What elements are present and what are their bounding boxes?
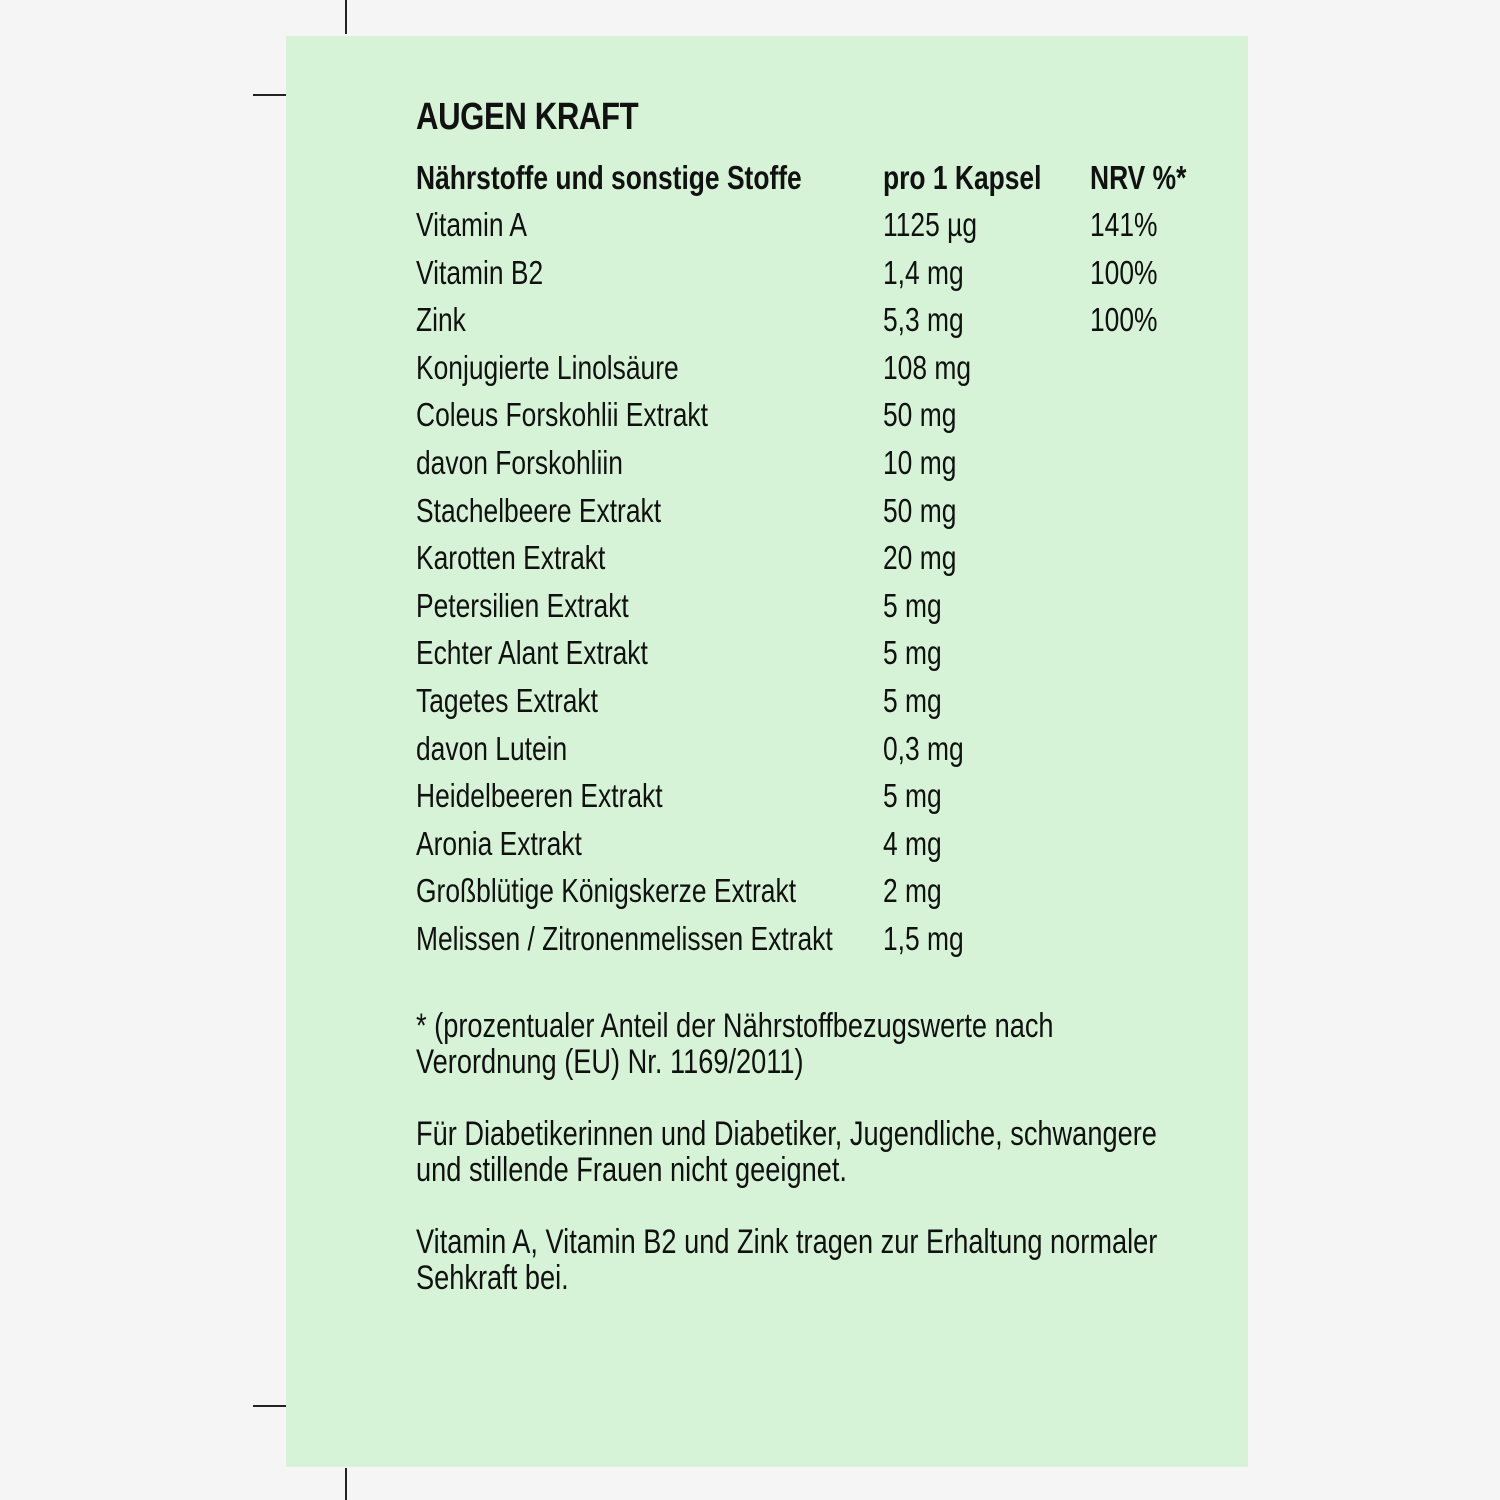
table-row [416,777,1216,825]
header-nrv: NRV %* [1090,159,1187,196]
cell-nutrient: Petersilien Extrakt [416,586,629,624]
cell-nutrient: Echter Alant Extrakt [416,634,648,672]
cell-nrv [1090,396,1216,444]
cell-nrv [1090,444,1216,492]
table-row [416,920,1216,968]
cell-nrv [1090,634,1216,682]
cell-nutrient: Vitamin B2 [416,253,544,291]
table-row [416,396,1216,444]
table-row [416,587,1216,635]
cell-nutrient: Zink [416,301,466,339]
cell-amount: 20 mg [883,539,957,577]
header-per-capsule: pro 1 Kapsel [883,159,1042,196]
cell-amount: 5 mg [883,586,942,624]
cell-amount: 108 mg [883,348,972,386]
cell-nrv [1090,682,1216,730]
cell-nrv: 100% [1090,253,1158,291]
cell-nutrient: davon Forskohliin [416,443,623,481]
cell-amount: 0,3 mg [883,729,964,767]
cell-nutrient: Aronia Extrakt [416,824,582,862]
cell-amount: 1125 µg [883,206,977,243]
table-row [416,539,1216,587]
cell-nutrient: Heidelbeeren Extrakt [416,777,663,815]
cell-nrv [1090,920,1216,968]
cell-amount: 5 mg [883,777,942,815]
nutrition-table [416,159,1216,968]
table-row [416,254,1216,302]
cell-amount: 1,4 mg [883,253,964,291]
cell-amount: 2 mg [883,872,942,910]
cell-nrv [1090,492,1216,540]
crop-mark-left-top [253,94,286,96]
cell-amount: 50 mg [883,491,957,529]
cell-amount: 1,5 mg [883,919,964,957]
cell-nrv: 100% [1090,301,1158,339]
table-row [416,825,1216,873]
notes [416,1008,1216,1296]
cell-nutrient: davon Lutein [416,729,568,767]
cell-nrv [1090,777,1216,825]
table-row [416,730,1216,778]
cell-nutrient: Vitamin A [416,206,528,243]
table-row [416,872,1216,920]
table-row [416,492,1216,540]
warning-text: Für Diabetikerinnen und Diabetiker, Jugendliche, schwangere und stillende Frauen nicht geeignet. [416,1114,1157,1189]
header-nutrient: Nährstoffe und sonstige Stoffe [416,159,802,196]
cell-amount: 4 mg [883,824,942,862]
product-title: AUGEN KRAFT [416,96,639,138]
crop-mark-left-bottom [253,1405,286,1407]
table-row [416,634,1216,682]
crop-mark-top [345,0,347,34]
cell-amount: 10 mg [883,443,957,481]
cell-nutrient: Großblütige Königskerze Extrakt [416,872,797,910]
footnote: * (prozentualer Anteil der Nährstoffbezugswerte nach Verordnung (EU) Nr. 1169/2011) [416,1006,1054,1081]
cell-amount: 50 mg [883,396,957,434]
cell-nrv [1090,825,1216,873]
table-header-row [416,159,1216,206]
cell-nutrient: Melissen / Zitronenmelissen Extrakt [416,919,833,957]
cell-nrv [1090,539,1216,587]
table-row [416,301,1216,349]
cell-nrv [1090,872,1216,920]
cell-nutrient: Coleus Forskohlii Extrakt [416,396,708,434]
cell-nutrient: Stachelbeere Extrakt [416,491,662,529]
table-row [416,682,1216,730]
cell-amount: 5 mg [883,681,942,719]
crop-mark-bottom [345,1468,347,1500]
table-row [416,206,1216,254]
cell-nutrient: Karotten Extrakt [416,539,606,577]
cell-nutrient: Tagetes Extrakt [416,681,598,719]
cell-nrv [1090,587,1216,635]
health-claim: Vitamin A, Vitamin B2 und Zink tragen zur Erhaltung normaler Sehkraft bei. [416,1222,1158,1297]
cell-nutrient: Konjugierte Linolsäure [416,348,679,386]
cell-nrv [1090,730,1216,778]
label-content [416,96,1216,1332]
table-row [416,349,1216,397]
table-row [416,444,1216,492]
cell-amount: 5,3 mg [883,301,964,339]
cell-nrv: 141% [1090,206,1158,243]
cell-amount: 5 mg [883,634,942,672]
cell-nrv [1090,349,1216,397]
